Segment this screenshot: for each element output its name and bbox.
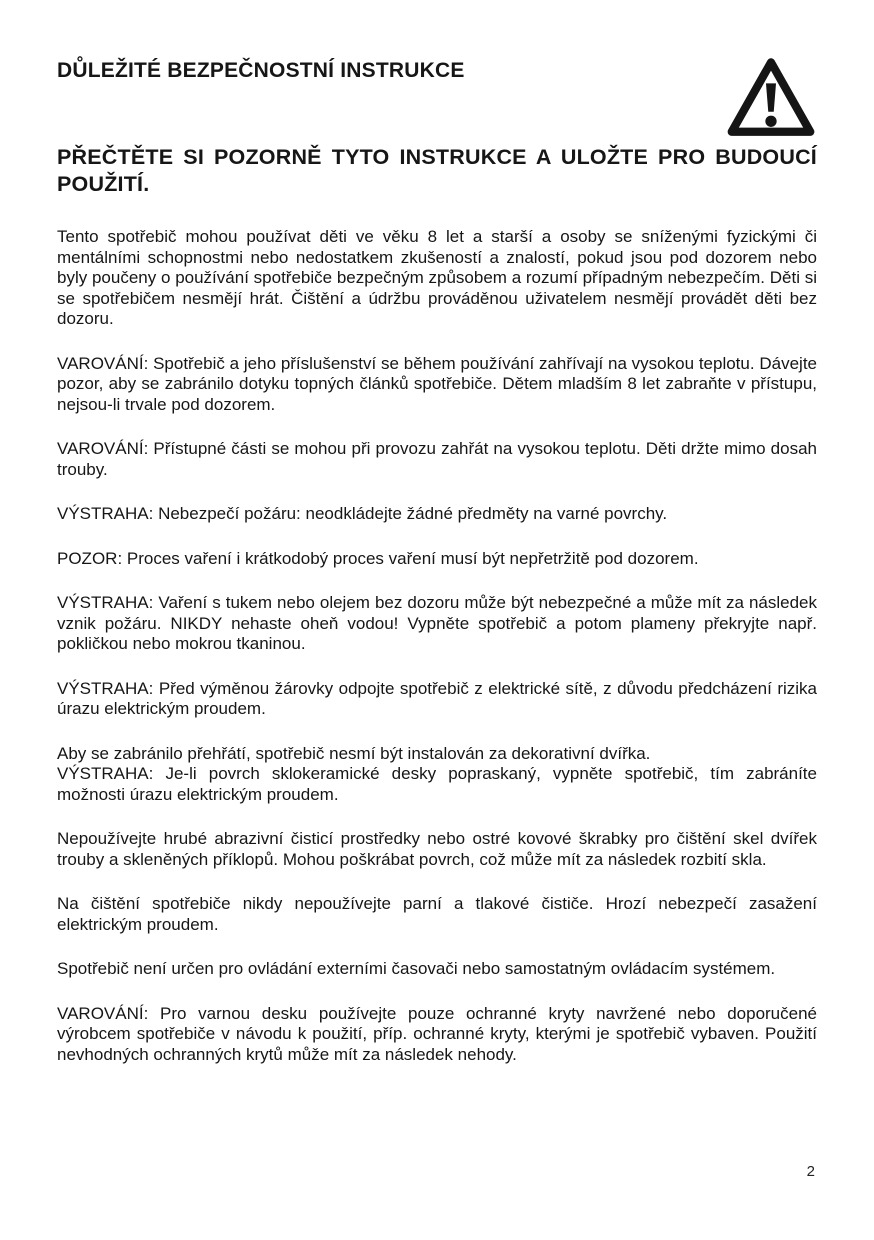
par-abrasive-cleaners: Nepoužívejte hrubé abrazivní čisticí prostředky nebo ostré kovové škrabky pro čištění skel dvířek trouby a skleněných příklopů. Mohou poškrábat povrch, což může mít za následek rozbití skla.: [57, 829, 817, 869]
par-hob-covers: VAROVÁNÍ: Pro varnou desku používejte pouze ochranné kryty navržené nebo doporučené výrobcem spotřebiče v návodu k použití, příp. ochranné kryty, kterými je spotřebič vybaven. Použití nevhodných ochranných krytů může mít za následek nehody.: [57, 1003, 817, 1064]
par-children-use: Tento spotřebič mohou používat děti ve věku 8 let a starší a osoby se sníženými fyzickými či mentálními schopnostmi nebo nedostatkem zkušeností a znalostí, pokud jsou pod dozorem nebo byly poučeny o používání spotřebiče bezpečným způsobem a rozumí případným nebezpečím. Děti si se spotřebičem nesmějí hrát. Čištění a údržbu prováděnou uživatelem nesmějí provádět děti bez dozoru.: [57, 227, 817, 328]
par-warning-heat: VAROVÁNÍ: Spotřebič a jeho příslušenství se během používání zahřívají na vysokou teplotu. Dávejte pozor, aby se zabránilo dotyku topných článků spotřebiče. Dětem mladším 8 let zabraňte v přístupu, nejsou-li trvale pod dozorem.: [57, 353, 817, 414]
par-external-timers: Spotřebič není určen pro ovládání externími časovači nebo samostatným ovládacím systémem.: [57, 959, 776, 978]
document-content: [57, 0, 817, 1065]
par-steam-cleaners: Na čištění spotřebiče nikdy nepoužívejte parní a tlakové čističe. Hrozí nebezpečí zasažení elektrickým proudem.: [57, 894, 817, 934]
par-fat-oil-fire: VÝSTRAHA: Vaření s tukem nebo olejem bez dozoru může být nebezpečné a může mít za následek vznik požáru. NIKDY nehaste oheň vodou! Vypněte spotřebič a potom plameny překryjte např. pokličkou nebo mokrou tkaninou.: [57, 593, 817, 653]
page-number: 2: [806, 1163, 815, 1180]
par-fire-hazard: VÝSTRAHA: Nebezpečí požáru: neodkládejte žádné předměty na varné povrchy.: [57, 504, 668, 523]
par-overheating-door: Aby se zabránilo přehřátí, spotřebič nesmí být instalován za dekorativní dvířka.: [57, 743, 651, 763]
par-ceramic-crack: VÝSTRAHA: Je-li povrch sklokeramické desky popraskaný, vypněte spotřebič, tím zabráníte možnosti úrazu elektrickým proudem.: [57, 764, 817, 804]
par-warning-accessible-parts: VAROVÁNÍ: Přístupné části se mohou při provozu zahřát na vysokou teplotu. Děti držte mimo dosah trouby.: [57, 439, 817, 479]
document-subtitle: PŘEČTĚTE SI POZORNĚ TYTO INSTRUKCE A ULOŽTE PRO BUDOUCÍ POUŽITÍ.: [57, 145, 817, 196]
par-cooking-supervision: POZOR: Proces vaření i krátkodobý proces vaření musí být nepřetržitě pod dozorem.: [57, 548, 699, 568]
par-bulb-replacement: VÝSTRAHA: Před výměnou žárovky odpojte spotřebič z elektrické sítě, z důvodu předcházení rizika úrazu elektrickým proudem.: [57, 678, 817, 718]
page-title: DŮLEŽITÉ BEZPEČNOSTNÍ INSTRUKCE: [57, 59, 465, 82]
warning-triangle-icon: [725, 56, 817, 140]
